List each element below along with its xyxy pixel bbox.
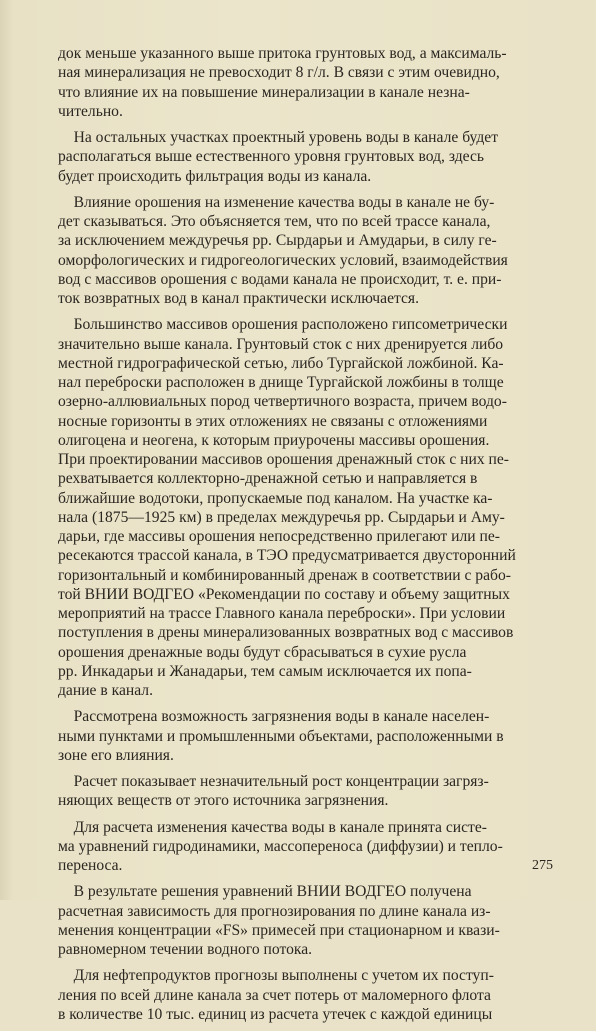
- text-line: Большинство массивов орошения расположено гипсометрически: [58, 316, 508, 334]
- text-line: ближайшие водотоки, пропускаемые под каналом. На участке ка-: [58, 489, 493, 507]
- text-line: При проектировании массивов орошения дренажный сток с них пе-: [58, 451, 509, 468]
- text-line: дание в канал.: [58, 682, 153, 699]
- paragraph: [58, 772, 558, 811]
- text-line: нала (1875—1925 км) в пределах междуречья рр. Сырдарьи и Аму-: [58, 508, 505, 526]
- text-line: рехватывается коллекторно-дренажной сетью и направляется в: [58, 470, 478, 488]
- paragraph: [58, 818, 558, 876]
- text-line: менения концентрации «FS» примесей при стационарном и квази-: [58, 921, 500, 939]
- text-line: вод с массивов орошения с водами канала не происходит, т. е. при-: [58, 270, 502, 288]
- text-line: равномерном течении водного потока.: [58, 941, 313, 958]
- text-line: переноса.: [58, 857, 123, 874]
- text-line: расчетная зависимость для прогнозирования по длине канала из-: [58, 902, 491, 920]
- text-line: олигоцена и неогена, к которым приурочены массивы орошения.: [58, 431, 490, 449]
- body-text: [58, 44, 558, 1031]
- text-line: той ВНИИ ВОДГЕО «Рекомендации по составу и объему защитных: [58, 585, 510, 603]
- text-line: поступления в дрены минерализованных возвратных вод с массивов: [58, 624, 514, 642]
- text-line: озерно-аллювиальных пород четвертичного возраста, причем водо-: [58, 393, 507, 411]
- text-line: ма уравнений гидродинамики, массопереноса (диффузии) и тепло-: [58, 837, 503, 855]
- text-line: няющих веществ от этого источника загрязнения.: [58, 792, 389, 810]
- text-line: Рассмотрена возможность загрязнения воды в канале населен-: [58, 708, 490, 726]
- paragraph: [58, 193, 558, 309]
- text-line: будет происходить фильтрация воды из канала.: [58, 167, 372, 185]
- text-line: дет сказываться. Это объясняется тем, что по всей трассе канала,: [58, 213, 491, 230]
- text-line: ления по всей длине канала за счет потерь от маломерного флота: [58, 986, 491, 1004]
- text-line: мероприятий на трассе Главного канала переброски». При условии: [58, 605, 506, 622]
- paragraph: [58, 44, 558, 121]
- text-line: Для нефтепродуктов прогнозы выполнены с учетом их поступ-: [58, 967, 494, 985]
- text-line: орошения дренажные воды будут сбрасываться в сухие русла: [58, 643, 467, 661]
- text-line: На остальных участках проектный уровень воды в канале будет: [58, 129, 499, 146]
- paragraph: [58, 882, 558, 959]
- paragraph: [58, 707, 558, 765]
- text-line: что влияние их на повышение минерализации в канале незна-: [58, 83, 470, 101]
- text-line: чительно.: [58, 102, 123, 120]
- text-line: оморфологических и гидрогеологических условий, взаимодействия: [58, 251, 508, 269]
- text-line: ток возвратных вод в канал практически исключается.: [58, 290, 419, 307]
- text-line: ресекаются трассой канала, в ТЭО предусматривается двусторонний: [58, 547, 516, 565]
- text-line: док меньше указанного выше притока грунтовых вод, а максималь-: [58, 45, 507, 62]
- text-line: местной гидрографической сетью, либо Тургайской ложбиной. Ка-: [58, 354, 504, 372]
- text-line: ная минерализация не превосходит 8 г/л. В связи с этим очевидно,: [58, 64, 500, 82]
- paragraph: [58, 128, 558, 186]
- text-line: Расчет показывает незначительный рост концентрации загряз-: [58, 773, 489, 790]
- paragraph: [58, 315, 558, 700]
- text-line: располагаться выше естественного уровня грунтовых вод, здесь: [58, 148, 484, 166]
- text-line: рр. Инкадарьи и Жанадарьи, тем самым исключается их попа-: [58, 662, 472, 680]
- text-line: значительно выше канала. Грунтовый сток с них дренируется либо: [58, 335, 504, 353]
- text-line: горизонтальный и комбинированный дренаж в соответствии с рабо-: [58, 566, 511, 584]
- text-line: Для расчета изменения качества воды в канале принята систе-: [58, 818, 487, 836]
- page-number: 275: [532, 858, 553, 873]
- text-line: дарьи, где массивы орошения непосредственно прилегают или пе-: [58, 528, 500, 545]
- text-line: ными пунктами и промышленными объектами, расположенными в: [58, 727, 504, 745]
- text-line: в количестве 10 тыс. единиц из расчета утечек с каждой единицы: [58, 1005, 493, 1023]
- text-line: Влияние орошения на изменение качества воды в канале не бу-: [58, 193, 495, 211]
- text-line: нал переброски расположен в днище Тургайской ложбины в толще: [58, 374, 504, 391]
- text-line: зоне его влияния.: [58, 746, 174, 764]
- paragraph: [58, 966, 558, 1024]
- text-line: носные горизонты в этих отложениях не связаны с отложениями: [58, 412, 488, 430]
- text-line: за исключением междуречья рр. Сырдарьи и Амударьи, в силу ге-: [58, 232, 497, 250]
- text-line: В результате решения уравнений ВНИИ ВОДГЕО получена: [58, 883, 472, 901]
